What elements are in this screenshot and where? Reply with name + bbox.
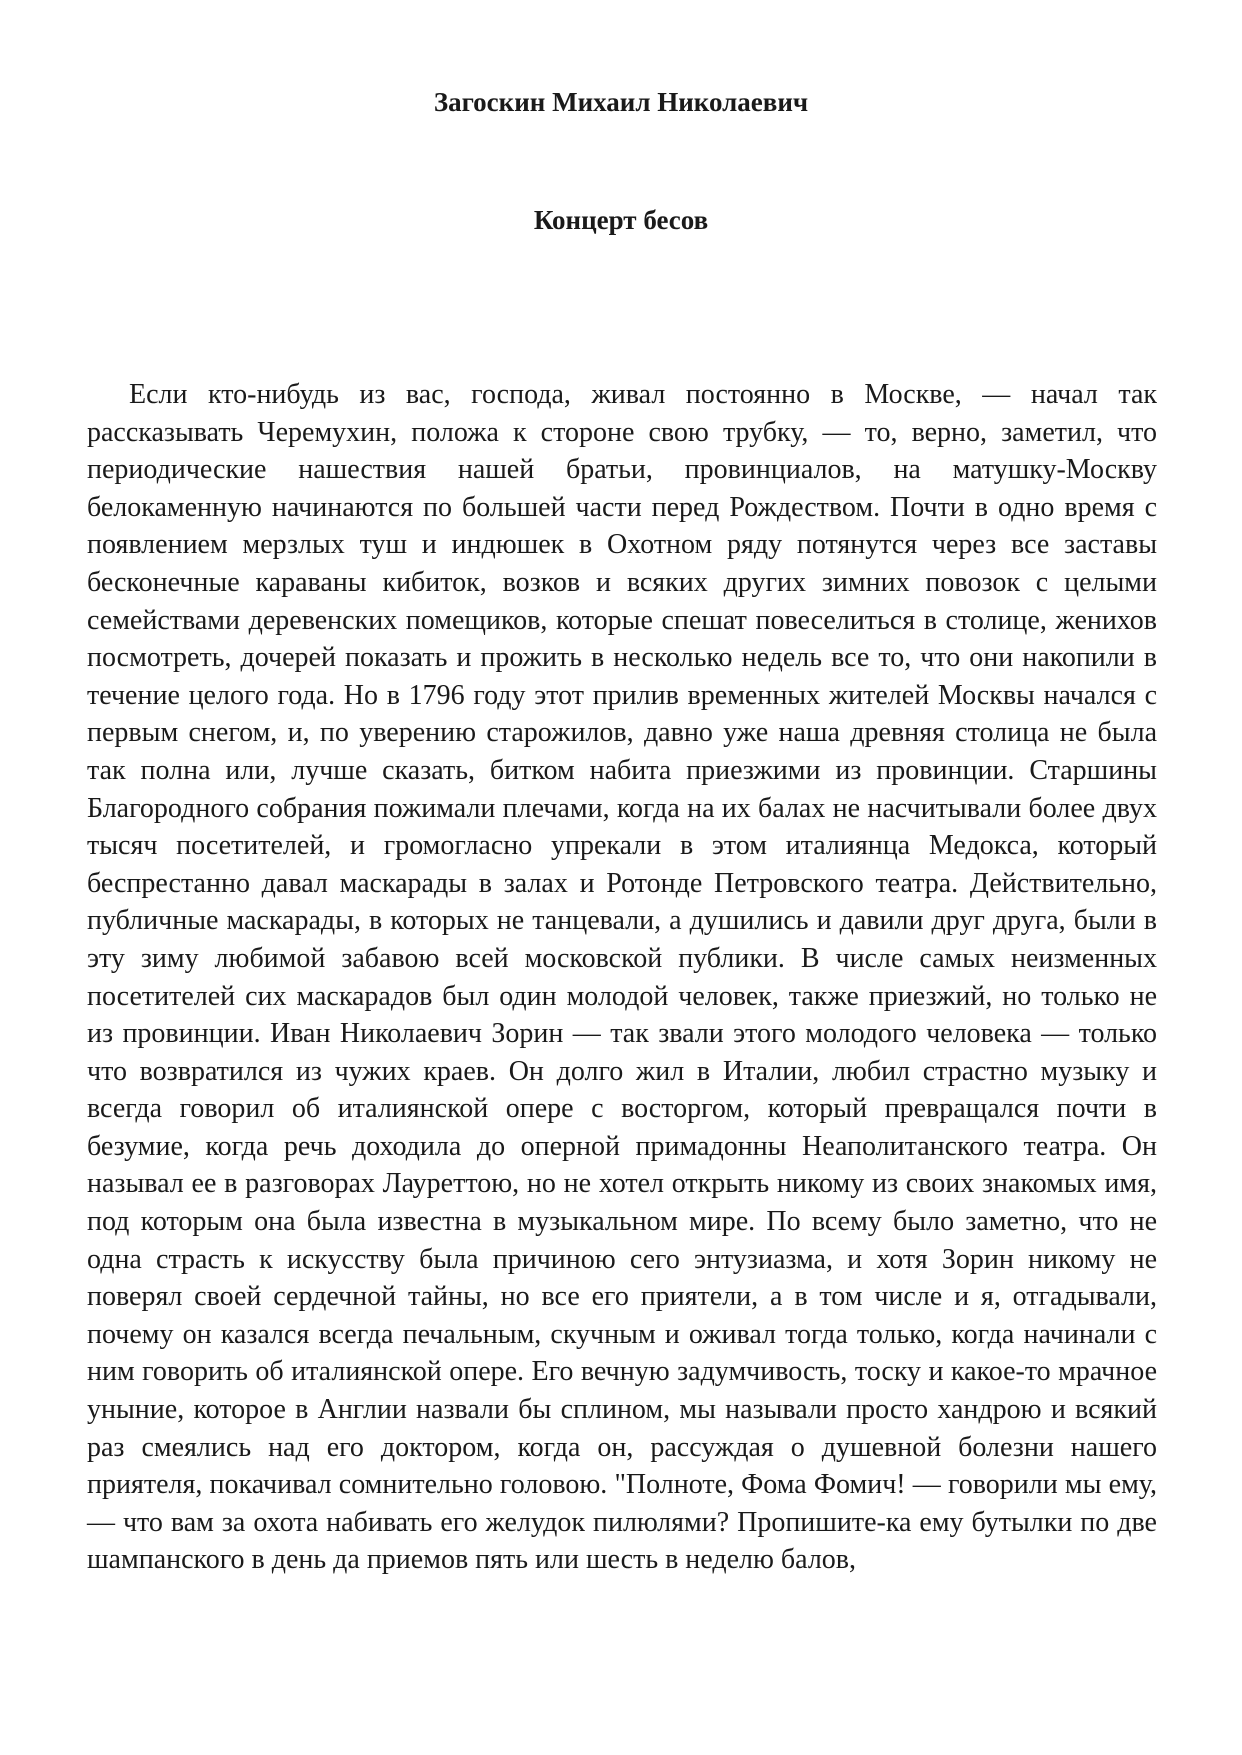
story-title: Концерт бесов (533, 205, 709, 235)
body-paragraph: Если кто-нибудь из вас, господа, живал постоянно в Москве, — начал так рассказывать Черемухин, положа к стороне свою трубку, — то, верно, заметил, что периодические нашествия нашей братьи, провинциалов, на матушку-Москву белокаменную начинаются по большей части перед Рождеством. Почти в одно время с появлением мерзлых туш и индюшек в Охотном ряду потянутся через все заставы бесконечные караваны кибиток, возков и всяких других зимних повозок с целыми семействами деревенских помещиков, которые спешат повеселиться в столице, женихов посмотреть, дочерей показать и прожить в несколько недель все то, что они накопили в течение целого года. Но в 1796 году этот прилив временных жителей Москвы начался с первым снегом, и, по уверению старожилов, давно уже наша древняя столица не была так полна или, лучше сказать, битком набита приезжими из провинции. Старшины Благородного собрания пожимали плечами, когда на их балах не насчитывали более двух тысяч посетителей, и громогласно упрекали в этом италиянца Медокса, который беспрестанно давал маскарады в залах и Ротонде Петровского театра. Действительно, публичные маскарады, в которых не танцевали, а душились и давили друг друга, были в эту зиму любимой забавою всей московской публики. В числе самых неизменных посетителей сих маскарадов был один молодой человек, также приезжий, но только не из провинции. Иван Николаевич Зорин — так звали этого молодого человека — только что возвратился из чужих краев. Он долго жил в Италии, любил страстно музыку и всегда говорил об италиянской опере с восторгом, который превращался почти в безумие, когда речь доходила до оперной примадонны Неаполитанского театра. Он называл ее в разговорах Лауреттою, но не хотел открыть никому из своих знакомых имя, под которым она была известна в музыкальном мире. По всему было заметно, что не одна страсть к искусству была причиною сего энтузиазма, и хотя Зорин никому не поверял своей сердечной тайны, но все его приятели, а в том числе и я, отгадывали, почему он казался всегда печальным, скучным и оживал тогда только, когда начинали с ним говорить об италиянской опере. Его вечную задумчивость, тоску и какое-то мрачное уныние, которое в Англии назвали бы сплином, мы называли просто хандрою и всякий раз смеялись над его доктором, когда он, рассуждая о душевной болезни нашего приятеля, покачивал сомнительно головою. "Полноте, Фома Фомич! — говорили мы ему, — что вам за охота набивать его желудок пилюлями? Пропишите-ка ему бутылки по две шампанского в день да приемов пять или шесть в неделю балов, (87, 379, 1157, 1576)
author-heading: Загоскин Михаил Николаевич (433, 87, 809, 117)
